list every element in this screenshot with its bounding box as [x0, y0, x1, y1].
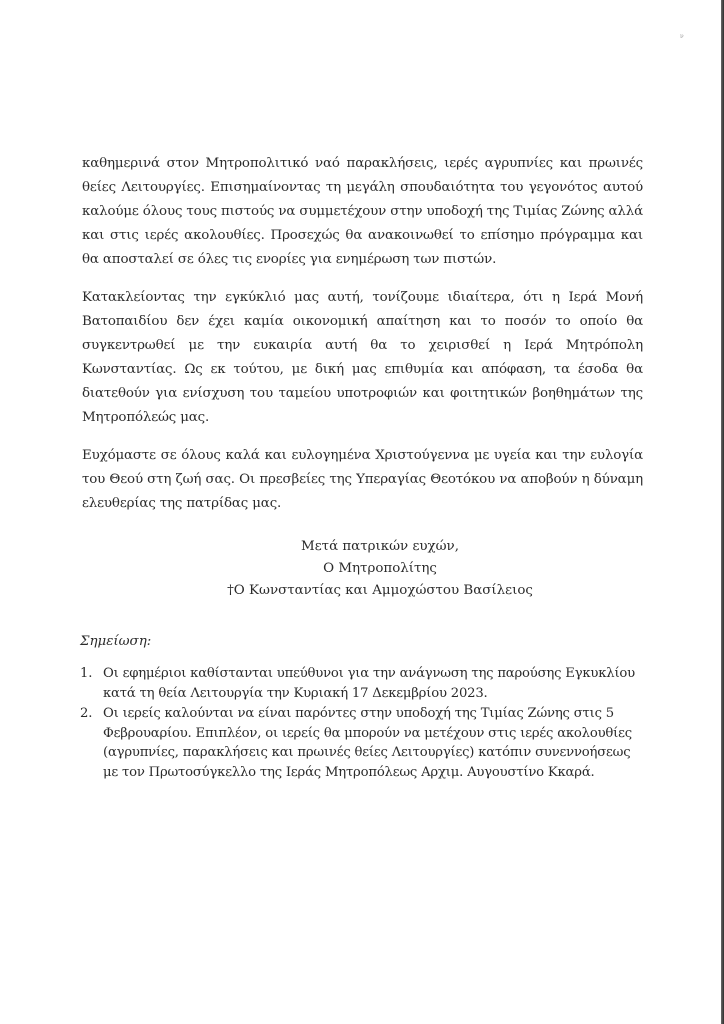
note-number: 1. — [80, 666, 93, 681]
signature-name: †Ο Κωνσταντίας και Αμμοχώστου Βασίλειος — [227, 583, 533, 598]
notes-list — [80, 664, 640, 783]
signature-title: Ο Μητροπολίτης — [323, 561, 437, 576]
note-text: Οι ιερείς καλούνται να είναι παρόντες στην υποδοχή της Τιμίας Ζώνης στις 5 Φεβρουαρίου. Επιπλέον, οι ιερείς θα μπορούν να μετέχουν στις ιερές ακολουθίες (αγρυπνίες, παρακλήσεις και πρωινές θείες Λειτουργίες) κατόπιν συνεννοήσεως με τον Πρωτοσύγκελλο της Ιεράς Μητροπόλεως Αρχιμ. Αυγουστίνο Κκαρά. — [103, 706, 632, 780]
paragraph-wishes: Ευχόμαστε σε όλους καλά και ευλογημένα Χριστούγεννα με υγεία και την ευλογία του Θεού στη ζωή σας. Οι πρεσβείες της Υπεραγίας Θεοτόκου να αποβούν η δύναμη ελευθερίας της πατρίδας μας. — [82, 448, 643, 511]
note-heading: Σημείωση: — [80, 634, 152, 649]
paragraph-events: καθημερινά στον Μητροπολιτικό ναό παρακλήσεις, ιερές αγρυπνίες και πρωινές θείες Λειτουργίες. Επισημαίνοντας τη μεγάλη σπουδαιότητα του γεγονότος αυτού καλούμε όλους τους πιστούς να συμμετέχουν στην υποδοχή της Τιμίας Ζώνης αλλά και στις ιερές ακολουθίες. Προσεχώς θα ανακοινωθεί το επίσημο πρόγραμμα και θα αποσταλεί σε όλες τις ενορίες για ενημέρωση των πιστών. — [82, 156, 643, 267]
letter-body — [82, 152, 643, 530]
corner-mark: ν — [680, 33, 684, 40]
note-text: Οι εφημέριοι καθίστανται υπεύθυνοι για την ανάγνωση της παρούσης Εγκυκλίου κατά τη θεία Λειτουργία την Κυριακή 17 Δεκεμβρίου 2023. — [103, 666, 635, 701]
signature-closing: Μετά πατρικών ευχών, — [301, 539, 459, 554]
paragraph-funds: Κατακλείοντας την εγκύκλιό μας αυτή, τονίζουμε ιδιαίτερα, ότι η Ιερά Μονή Βατοπαιδίου δεν έχει καμία οικονομική απαίτηση και το ποσόν το οποίο θα συγκεντρωθεί με την ευκαιρία αυτή θα το χειρισθεί η Ιερά Μητρόπολη Κωνσταντίας. Ως εκ τούτου, με δική μας επιθυμία και απόφαση, τα έσοδα θα διατεθούν για ενίσχυση του ταμείου υποτροφιών και φοιτητικών βοηθημάτων της Μητροπόλεώς μας. — [82, 290, 643, 425]
note-item — [80, 704, 640, 782]
signature-block — [180, 536, 580, 602]
note-number: 2. — [80, 706, 93, 721]
note-item — [80, 664, 640, 703]
